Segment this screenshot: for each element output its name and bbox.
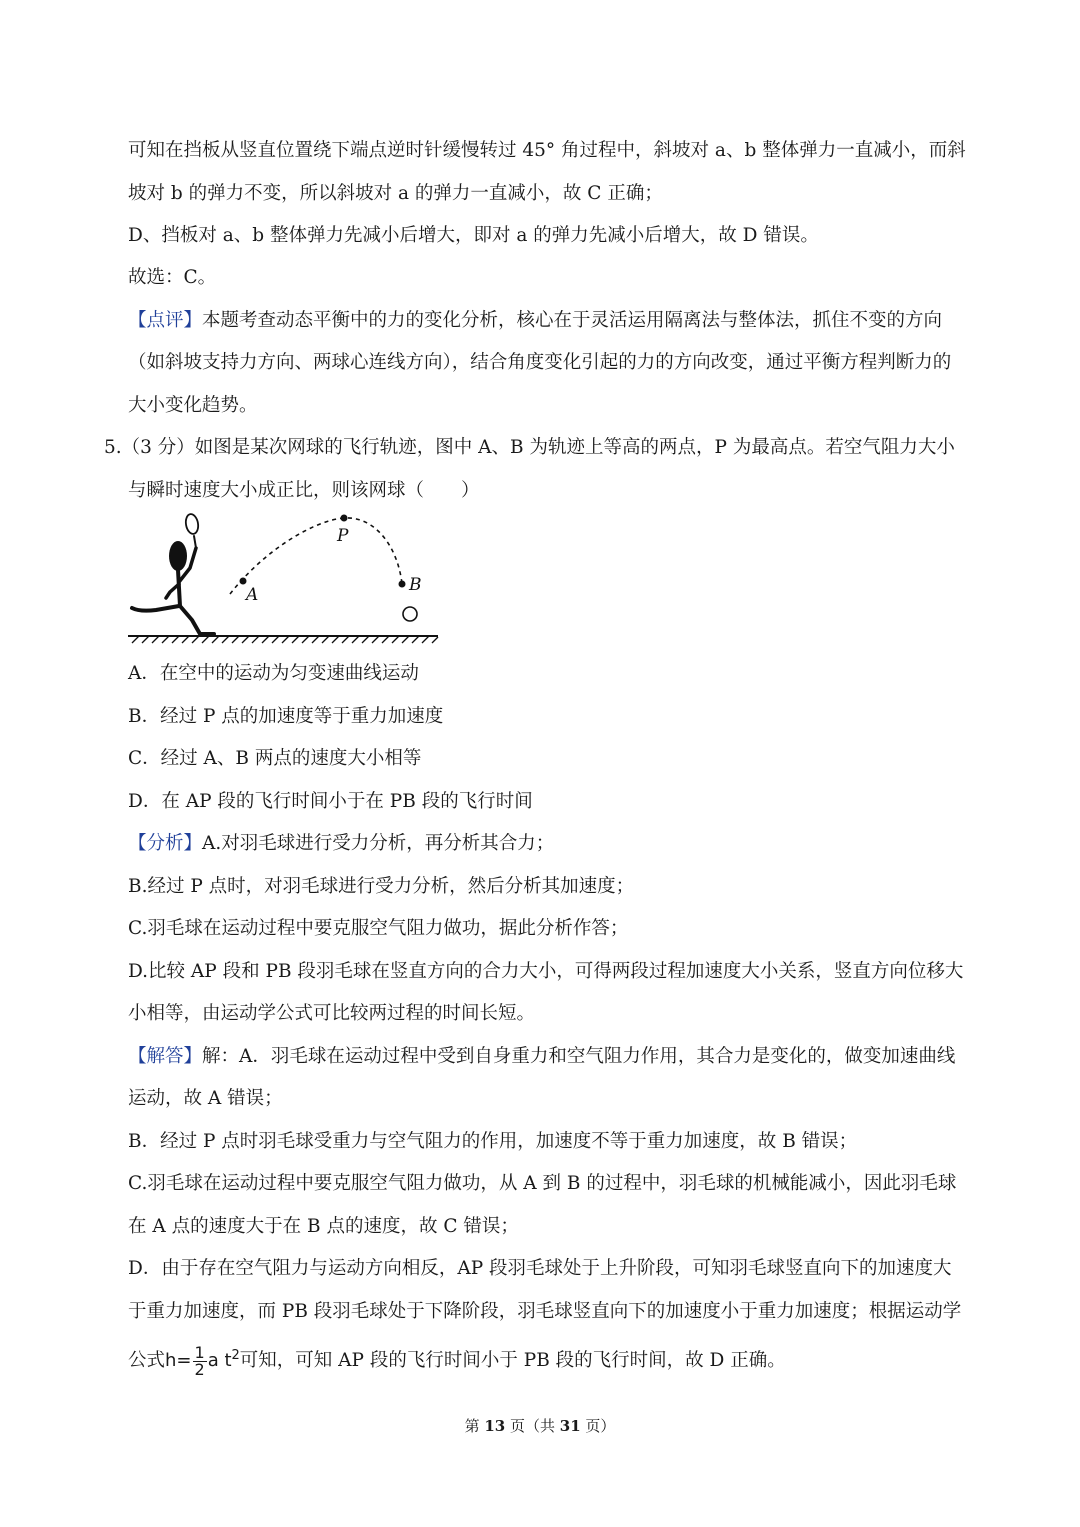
running-player-icon	[132, 513, 214, 634]
text-line: 于重力加速度，而 PB 段羽毛球处于下降阶段，羽毛球竖直向下的加速度小于重力加速度；根据运动学	[128, 1301, 962, 1322]
fraction-denominator: 2	[194, 1359, 205, 1379]
text-line: D、挡板对 a、b 整体弹力先减小后增大，即对 a 的弹力先减小后增大，故 D 错误。	[128, 225, 819, 246]
option-d: D．在 AP 段的飞行时间小于在 PB 段的飞行时间	[128, 791, 533, 812]
total-page-number: 31	[559, 1417, 581, 1435]
current-page-number: 13	[484, 1417, 506, 1435]
text-line: 在 A 点的速度大于在 B 点的速度，故 C 错误；	[128, 1216, 519, 1237]
question-5-stem: 5.（3 分）如图是某次网球的飞行轨迹，图中 A、B 为轨迹上等高的两点，P 为最高点。若空气阻力大小	[104, 437, 955, 458]
answer-tag: 【解答】	[128, 1046, 203, 1067]
text-line: D.比较 AP 段和 PB 段羽毛球在竖直方向的合力大小，可得两段过程加速度大小关系，竖直方向位移大	[128, 961, 964, 982]
text-line: C.羽毛球在运动过程中要克服空气阻力做功，从 A 到 B 的过程中，羽毛球的机械能减小，因此羽毛球	[128, 1173, 957, 1194]
text-line: B.经过 P 点时，对羽毛球进行受力分析，然后分析其加速度；	[128, 876, 635, 897]
page-footer	[0, 1416, 1080, 1436]
formula-h: h=	[165, 1350, 192, 1372]
text-line: 运动，故 A 错误；	[128, 1088, 283, 1109]
text-line: C.羽毛球在运动过程中要克服空气阻力做功，据此分析作答；	[128, 918, 629, 939]
label-p: P	[337, 526, 349, 546]
option-c: C．经过 A、B 两点的速度大小相等	[128, 748, 422, 769]
formula-exponent: 2	[231, 1348, 240, 1363]
text-line: 可知在挡板从竖直位置绕下端点逆时针缓慢转过 45° 角过程中，斜坡对 a、b 整体弹力一直减小，而斜	[128, 140, 966, 161]
formula-at: a t	[207, 1350, 232, 1372]
answer-text: 解：A．羽毛球在运动过程中受到自身重力和空气阻力作用，其合力是变化的，做变加速曲线	[202, 1046, 956, 1067]
analysis-text: A.对羽毛球进行受力分析，再分析其合力；	[202, 833, 555, 854]
footer-pre: 第	[464, 1417, 485, 1435]
text-segment: 公式	[128, 1350, 166, 1372]
analysis-tag: 【分析】	[128, 833, 203, 854]
text-line: B．经过 P 点时羽毛球受重力与空气阻力的作用，加速度不等于重力加速度，故 B 错误；	[128, 1131, 858, 1152]
trajectory-path	[230, 518, 402, 594]
footer-mid: 页（共	[505, 1417, 560, 1435]
option-b: B．经过 P 点的加速度等于重力加速度	[128, 706, 444, 727]
formula-line	[128, 1344, 786, 1378]
option-a: A．在空中的运动为匀变速曲线运动	[128, 663, 419, 684]
review-paragraph	[128, 309, 942, 333]
question-5-stem-cont: 与瞬时速度大小成正比，则该网球（ ）	[128, 480, 480, 501]
text-line: 小相等，由运动学公式可比较两过程的时间长短。	[128, 1003, 536, 1024]
point-b	[399, 581, 406, 588]
ground	[128, 636, 438, 643]
fraction	[193, 1342, 207, 1379]
ball-icon	[403, 607, 417, 621]
point-a	[240, 578, 247, 585]
review-text: 本题考查动态平衡中的力的变化分析，核心在于灵活运用隔离法与整体法，抓住不变的方向	[202, 310, 943, 331]
text-line: 故选：C。	[128, 267, 217, 288]
label-b: B	[409, 575, 422, 595]
label-a: A	[246, 585, 259, 605]
fraction-numerator: 1	[194, 1342, 205, 1362]
answer-paragraph	[128, 1045, 955, 1069]
text-line: D．由于存在空气阻力与运动方向相反，AP 段羽毛球处于上升阶段，可知羽毛球竖直向下的加速度大	[128, 1258, 952, 1279]
text-line: （如斜坡支持力方向、两球心连线方向），结合角度变化引起的力的方向改变，通过平衡方程判断力的	[128, 352, 952, 373]
footer-post: 页）	[580, 1417, 616, 1435]
text-line: 坡对 b 的弹力不变，所以斜坡对 a 的弹力一直减小，故 C 正确；	[128, 183, 663, 204]
text-segment: 可知，可知 AP 段的飞行时间小于 PB 段的飞行时间，故 D 正确。	[239, 1350, 786, 1372]
text-line: 大小变化趋势。	[128, 395, 258, 416]
point-p	[341, 515, 348, 522]
tennis-trajectory-figure	[126, 508, 446, 648]
analysis-paragraph	[128, 832, 554, 856]
review-tag: 【点评】	[128, 310, 203, 331]
